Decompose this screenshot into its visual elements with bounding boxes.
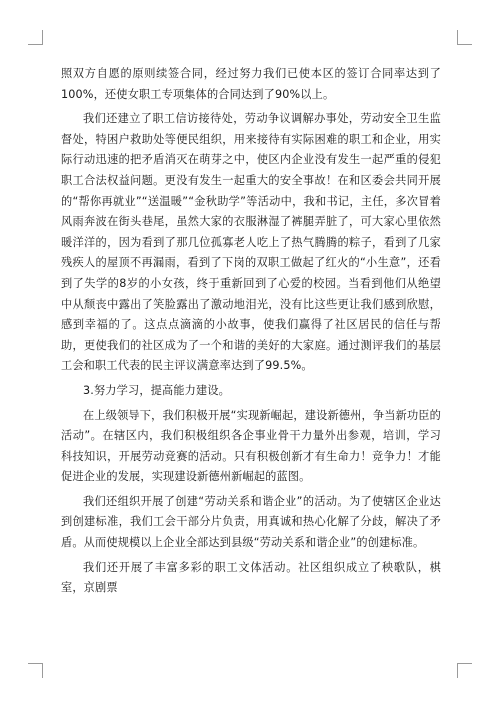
crop-mark-bottom-left (28, 663, 43, 678)
section-heading: 3.努力学习，提高能力建设。 (83, 383, 231, 397)
paragraph: 我们还开展了丰富多彩的职工文体活动。社区组织成立了秧歌队，棋室，京剧票 (61, 560, 441, 595)
crop-mark-bottom-right (457, 663, 472, 678)
paragraph: 照双方自愿的原则续签合同，经过努力我们已使本区的签订合同率达到了100%，还使女职工专项集体的合同达到了90%以上。 (61, 67, 441, 101)
paragraph: 在上级领导下，我们积极开展“实现新崛起，建设新德州，争当新功臣的活动”。在辖区内，我们积极组织各企事业骨干力量外出参观，培训，学习科技知识，开展劳动竞赛的活动。只有积极创新才有生命力！竞争力！才能促进企业的发展，实现建设新德州新崛起的蓝图。 (61, 408, 441, 484)
crop-mark-top-left (28, 30, 43, 45)
crop-mark-top-right (457, 30, 472, 45)
paragraph: 我们还建立了职工信访接待处，劳动争议调解办事处，劳动安全卫生监督处，特困户救助处等便民组织，用来接待有实际困难的职工和企业，用实际行动迅速的把矛盾消灭在萌芽之中，使区内企业没有发生一起严重的侵犯职工合法权益问题。更没有发生一起重大的安全事故！在和区委会共同开展的“帮你再就业”“送温暖”“金秋助学”等活动中，我和书记，主任，多次冒着风雨奔波在街头巷尾，虽然大家的衣服淋湿了裤腿弄脏了，可大家心里依然暖洋洋的，因为看到了那几位孤寡老人吃上了热气腾腾的粽子，看到了几家残疾人的屋顶不再漏雨，看到了下岗的双职工做起了红火的“小生意”，还看到了失学的8岁的小女孩，终于重新回到了心爱的校园。当看到他们从绝望中从颓丧中露出了笑脸露出了激动地泪光，没有比这些更让我们感到欣慰，感到幸福的了。这点点滴滴的小故事，使我们赢得了社区居民的信任与帮助，更使我们的社区成为了一个和谐的美好的大家庭。通过测评我们的基层工会和职工代表的民主评议满意率达到了99.5%。 (61, 112, 441, 373)
document-body (61, 64, 441, 603)
paragraph: 我们还组织开展了创建“劳动关系和谐企业”的活动。为了使辖区企业达到创建标准，我们工会干部分片负责，用真诚和热心化解了分歧，解决了矛盾。从而使规模以上企业全部达到县级“劳动关系和谐企业”的创建标准。 (61, 494, 441, 550)
